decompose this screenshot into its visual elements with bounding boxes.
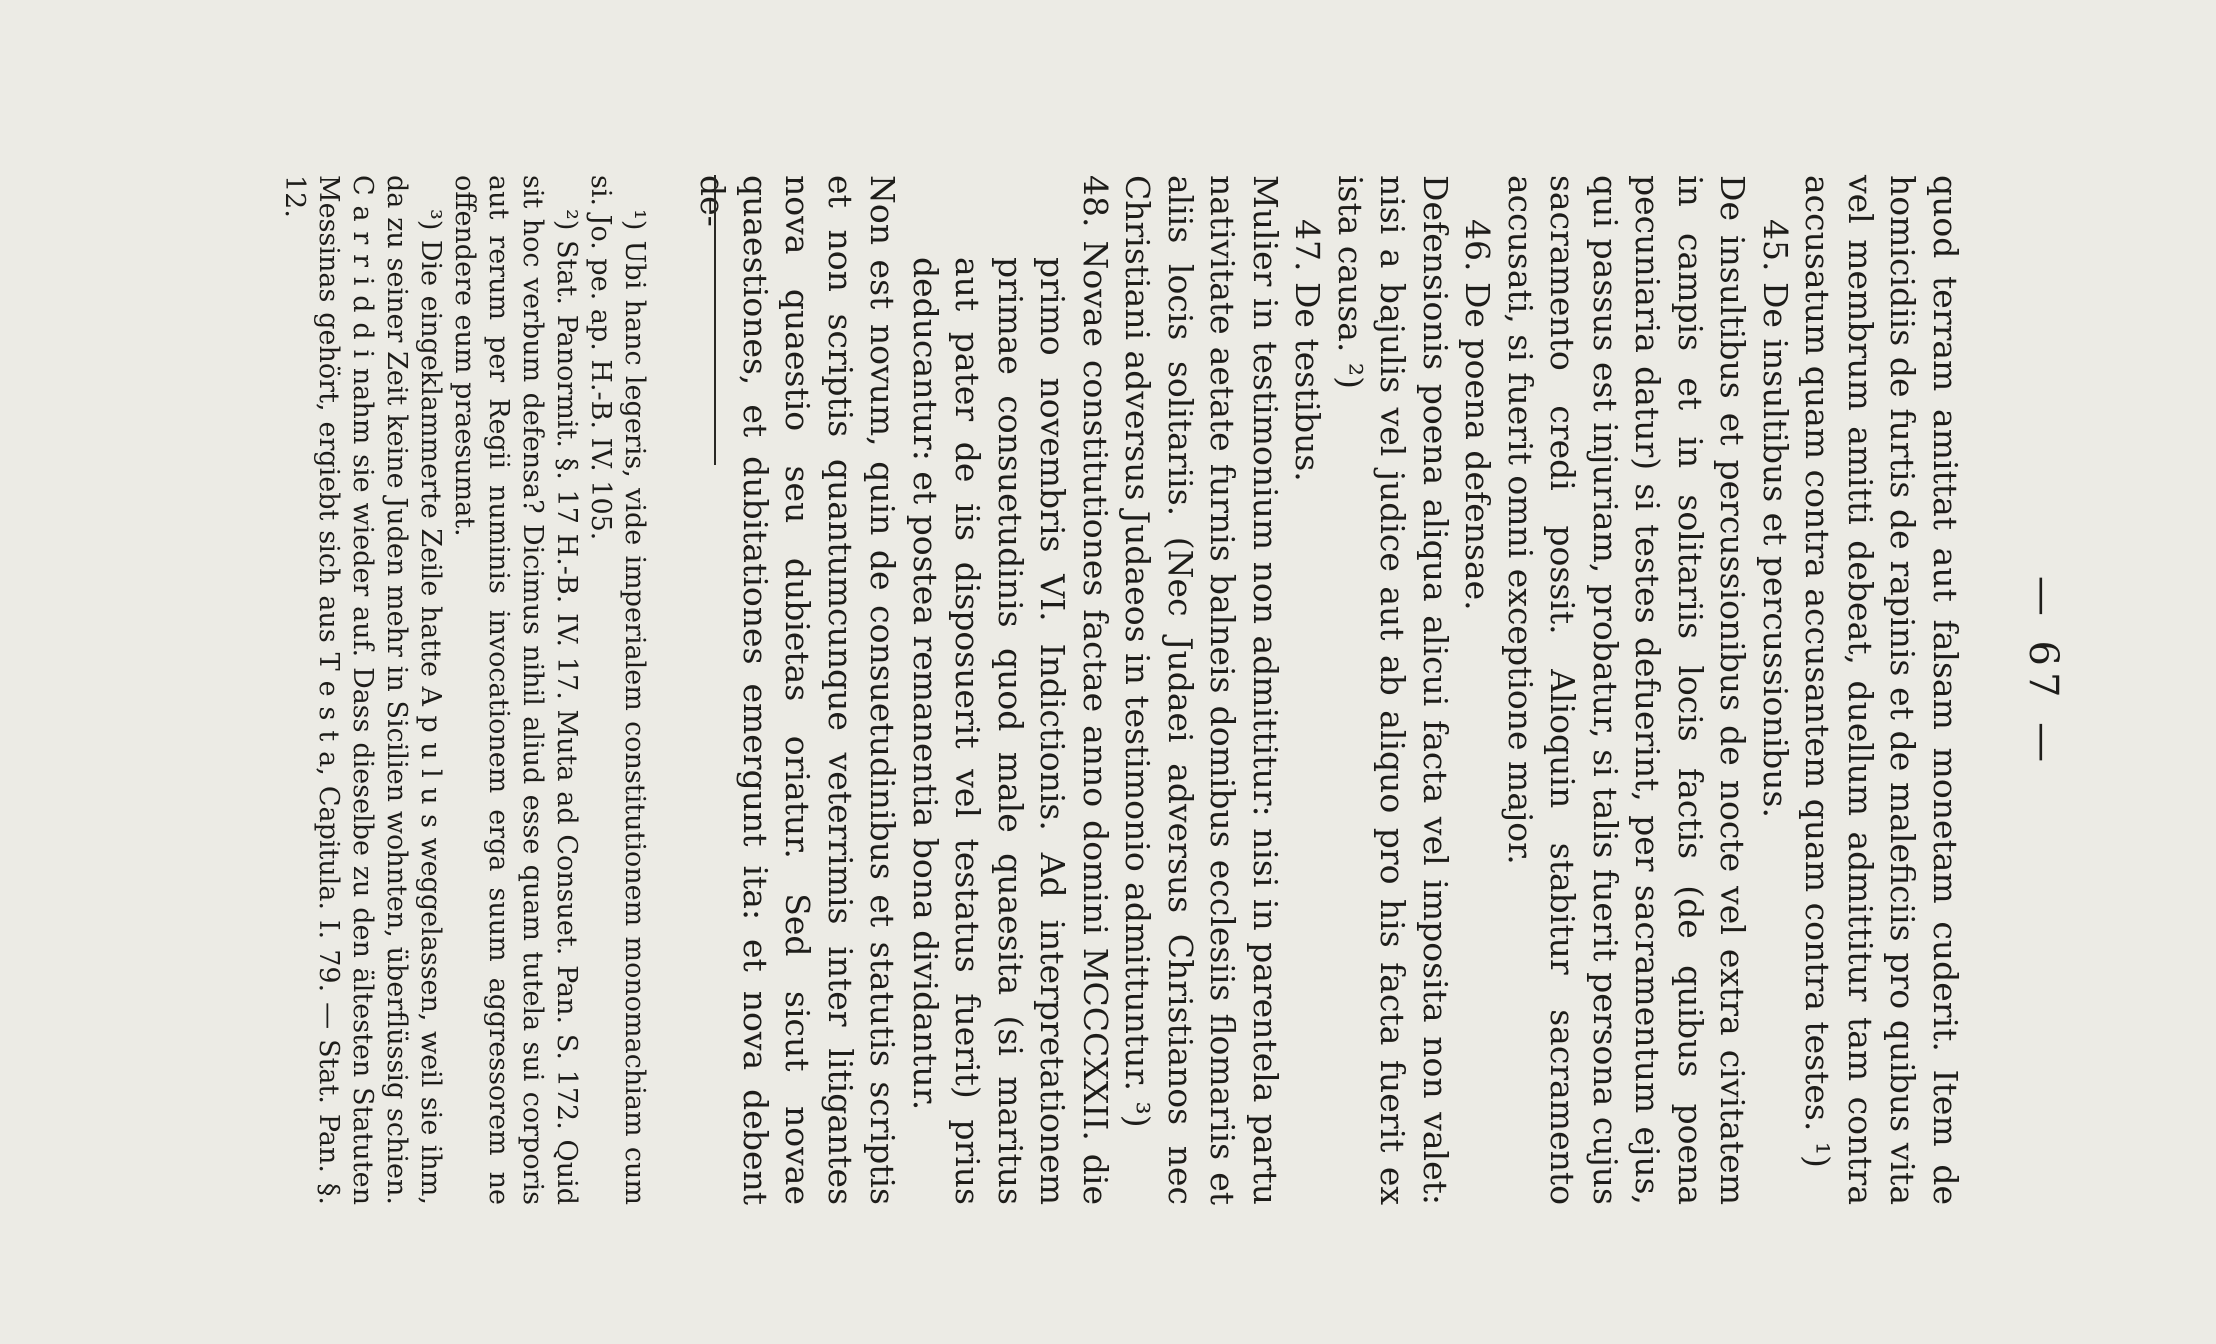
section-heading-47: 47. De testibus. [1288, 219, 1328, 482]
paragraph-mulier: Mulier in testimonium non admittitur: nisi in parentela partu nativitate aetate furnis balneis domibus ecclesiis flomariis et aliis locis solitariis. (Nec Judaei adversus Christianos nec Christiani adversus Judaeos in testimonio admittuntur. ³) [1118, 175, 1285, 1205]
section-heading-45: 45. De insultibus et percussionibus. [1756, 219, 1795, 818]
paragraph-defensionis: Defensionis poena aliqua alicui facta vel imposita non valet: nisi a bajulis vel judice aut ab aliquo pro his facta fuerit ex ista causa. ²) [1331, 175, 1455, 1205]
footnote-1: ¹) Ubi hanc legeris, vide imperialem constitutionem monomachiam cum si. Jo. pe. ap. H.-B. IV. 105. [585, 175, 650, 1205]
section-heading-46: 46. De poena defensae. [1458, 219, 1498, 611]
footnote-3: ³) Die eingeklammerte Zeile hatte A p u l u s weggelassen, weil sie ihm, da zu seiner Zeit keine Juden mehr in Sicilien wohnten, überflüssig schien. C a r r i d d i nahm sie wieder auf. Dass dieselbe zu den ältesten Statuten Messinas gehört, ergiebt sich aus T e s t a, Capitula. I. 79. — Stat. Pan. §. 12. [279, 175, 446, 1205]
footnotes [277, 175, 651, 1205]
page-number: — 67 — [2020, 575, 2066, 769]
footnote-rule [714, 175, 716, 465]
footnote-2: ²) Stat. Panormit. §. 17 H.-B. IV. 17. Muta ad Consuet. Pan. S. 172. Quid sit hoc verbum defensa? Dicimus nihil aliud esse quam tutela sui corporis aut rerum per Regii numinis invocationem erga suum aggressorem ne offendere eum praesumat. [449, 175, 582, 1205]
paragraph-continuation: quod terram amittat aut falsam monetam cuderit. Item de homicidiis de furtis de rapinis et de maleficiis pro quibus vita vel membrum amitti debeat, duellum admittitur tam contra accusatum quam contra accusantem quam contra testes. ¹) [1798, 175, 1965, 1205]
paragraph-insultibus: De insultibus et percussionibus de nocte vel extra civitatem in campis et in solitariis locis factis (de quibus poena pecuniaria datur) si testes defuerint, per sacramentum ejus, qui passus est injuriam, probatur, si talis fuerit persona cujus sacramento credi possit. Alioquin stabitur sacramento accusati, si fuerit omni exceptione major. [1501, 175, 1753, 1205]
main-text [691, 175, 1966, 1205]
section-heading-48: 48. Novae constitutiones factae anno domini MCCCXXII. die primo novembris VI. Indictionis. Ad interpretationem primae consuetudinis quod male quaesita (si maritus aut pater de iis disposuerit vel testatus fuerit) prius deducantur: et postea remanentia bona dividantur. [906, 175, 1115, 1205]
paragraph-non-est-novum: Non est novum, quin de consuetudinibus et statutis scriptis et non scriptis quantumcunque veterrimis inter litigantes nova quaestio seu dubietas oriatur. Sed sicut novae quaestiones, et dubitationes emergunt ita: et nova debent de- [693, 175, 903, 1205]
